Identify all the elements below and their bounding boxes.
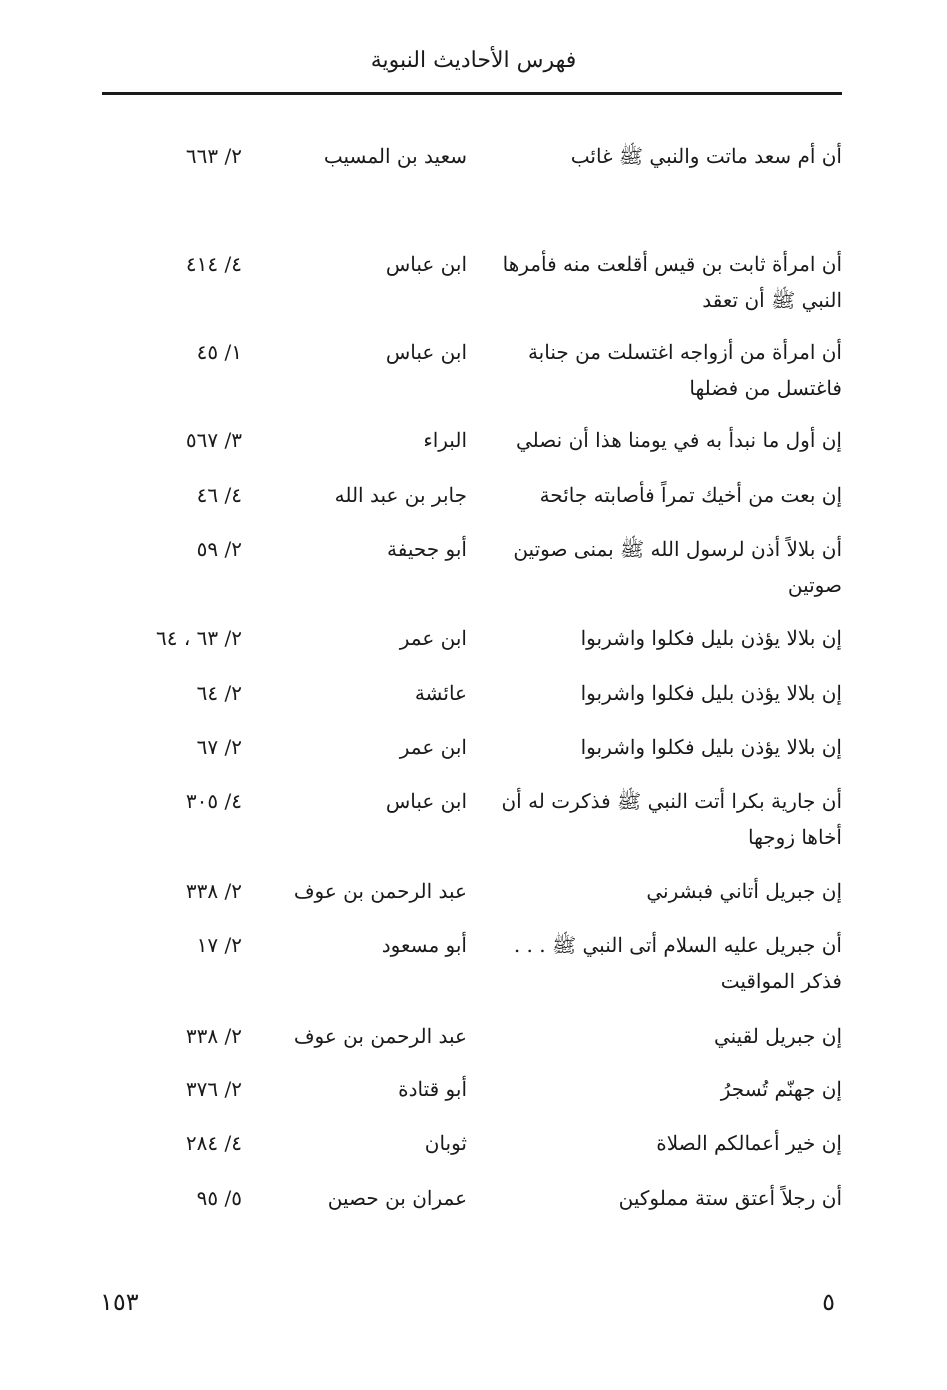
reference: ١/ ٤٥ <box>196 340 242 364</box>
narrator-name: ابن عباس <box>385 789 467 813</box>
hadith-text: أن رجلاً أعتق ستة مملوكين <box>618 1186 842 1210</box>
reference: ٢/ ٣٣٨ <box>185 879 242 903</box>
hadith-text: إن بلالا يؤذن بليل فكلوا واشربوا <box>580 681 842 705</box>
reference: ٣/ ٥٦٧ <box>185 428 242 452</box>
narrator-name: عائشة <box>414 681 467 705</box>
hadith-text: أن امرأة من أزواجه اغتسلت من جنابة فاغتسل من فضلها <box>527 340 842 400</box>
reference: ٤/ ٤٦ <box>196 483 242 507</box>
reference: ٢/ ٦٦٣ <box>185 144 242 168</box>
hadith-text: أن جبريل عليه السلام أتى النبي ﷺ . . . فذكر المواقيت <box>513 933 842 993</box>
narrator-name: أبو قتادة <box>398 1077 467 1101</box>
hadith-text: إن جبريل أتاني فبشرني <box>646 879 842 903</box>
volume-number: ٥ <box>822 1288 835 1316</box>
reference: ٢/ ٣٣٨ <box>185 1024 242 1048</box>
narrator-name: سعيد بن المسيب <box>323 144 467 168</box>
hadith-text: إن بلالا يؤذن بليل فكلوا واشربوا <box>580 626 842 650</box>
narrator-name: ابن عمر <box>399 626 467 650</box>
page-number: ١٥٣ <box>100 1288 139 1316</box>
narrator-name: ابن عباس <box>385 252 467 276</box>
hadith-text: أن بلالاً أذن لرسول الله ﷺ بمنى صوتين صوتين <box>513 537 842 597</box>
narrator-name: أبو مسعود <box>381 933 467 957</box>
narrator-name: ابن عمر <box>399 735 467 759</box>
reference: ٢/ ٣٧٦ <box>185 1077 242 1101</box>
narrator-name: عبد الرحمن بن عوف <box>293 1024 467 1048</box>
reference: ٤/ ٣٠٥ <box>185 789 242 813</box>
narrator-name: البراء <box>423 428 467 452</box>
narrator-name: ثوبان <box>424 1131 467 1155</box>
narrator-name: عمران بن حصين <box>327 1186 467 1210</box>
reference: ٥/ ٩٥ <box>196 1186 242 1210</box>
narrator-name: جابر بن عبد الله <box>334 483 467 507</box>
reference: ٢/ ٦٧ <box>196 735 242 759</box>
reference: ٤/ ٤١٤ <box>185 252 242 276</box>
reference: ٤/ ٢٨٤ <box>185 1131 242 1155</box>
reference: ٢/ ١٧ <box>196 933 242 957</box>
narrator-name: ابن عباس <box>385 340 467 364</box>
hadith-text: إن أول ما نبدأ به في يومنا هذا أن نصلي <box>516 428 842 452</box>
hadith-text: إن جهنّم تُسجرُ <box>720 1077 842 1101</box>
reference: ٢/ ٦٣ ، ٦٤ <box>156 626 242 650</box>
hadith-text: إن خير أعمالكم الصلاة <box>656 1131 842 1155</box>
hadith-text: أن أم سعد ماتت والنبي ﷺ غائب <box>570 144 842 168</box>
reference: ٢/ ٦٤ <box>196 681 242 705</box>
reference: ٢/ ٥٩ <box>196 537 242 561</box>
hadith-text: إن بلالا يؤذن بليل فكلوا واشربوا <box>580 735 842 759</box>
hadith-text: إن جبريل لقيني <box>713 1024 842 1048</box>
hadith-text: أن امرأة ثابت بن قيس أقلعت منه فأمرها النبي ﷺ أن تعقد <box>502 252 842 312</box>
narrator-name: أبو جحيفة <box>387 537 467 561</box>
narrator-name: عبد الرحمن بن عوف <box>293 879 467 903</box>
page-title: فهرس الأحاديث النبوية <box>370 48 577 73</box>
hadith-text: إن بعت من أخيك تمراً فأصابته جائحة <box>539 483 842 507</box>
hadith-text: أن جارية بكرا أتت النبي ﷺ فذكرت له أن أخاها زوجها <box>501 789 842 849</box>
